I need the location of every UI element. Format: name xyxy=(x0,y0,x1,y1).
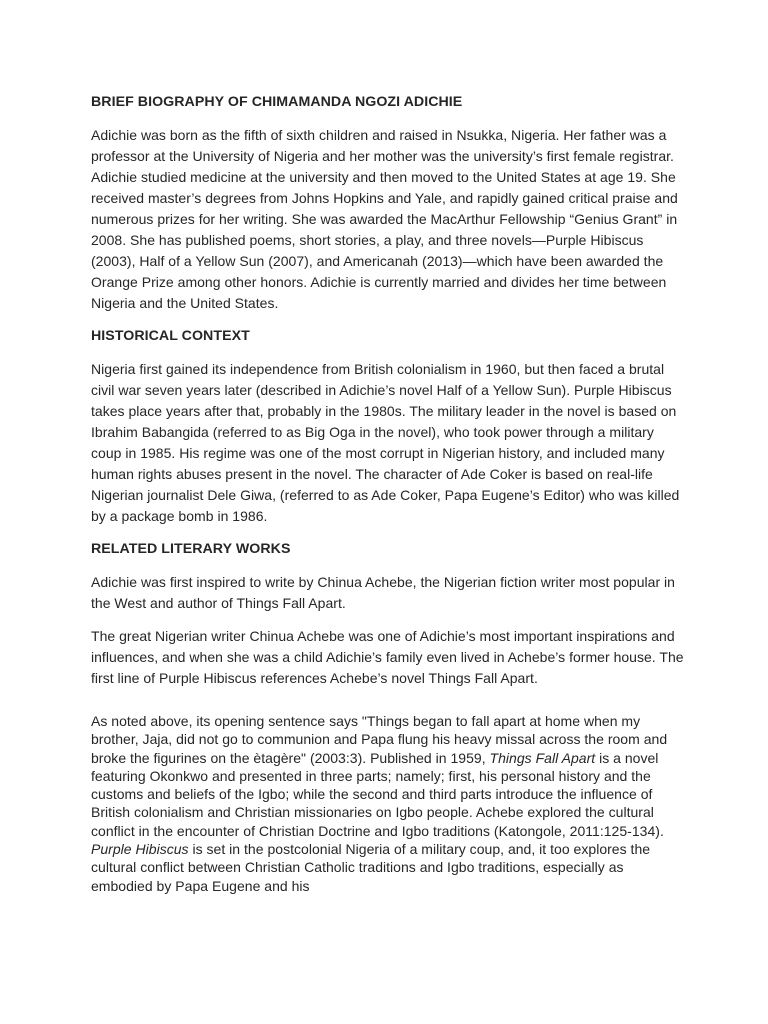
text-run: is a novel featuring Okonkwo and presented in three parts; namely; first, his personal history and the customs and beliefs of the Igbo; while the second and third parts introduce the influence of British colonialism and Christian missionaries on Igbo people. Achebe explored the cultural conflict in the encounter of Christian Doctrine and Igbo traditions (Katongole, 2011:125-134). xyxy=(91,749,664,839)
paragraph-biography: Adichie was born as the fifth of sixth children and raised in Nsukka, Nigeria. Her father was a professor at the University of Nigeria and her mother was the university’s first female registrar. Adichie studied medicine at the university and then moved to the United States at age 19. She received master’s degrees from Johns Hopkins and Yale, and rapidly gained critical praise and numerous prizes for her writing. She was awarded the MacArthur Fellowship “Genius Grant” in 2008. She has published poems, short stories, a play, and three novels—Purple Hibiscus (2003), Half of a Yellow Sun (2007), and Americanah (2013)—which have been awarded the Orange Prize among other honors. Adichie is currently married and divides her time between Nigeria and the United States. xyxy=(91,127,678,311)
text-run: is set in the postcolonial Nigeria of a military coup, and, it too explores the cultural conflict between Christian Catholic traditions and Igbo traditions, especially as embodied by Papa Eugene and his xyxy=(91,841,651,894)
book-title-purple-hibiscus: Purple Hibiscus xyxy=(91,841,189,858)
paragraph-opening-sentence xyxy=(91,712,686,895)
paragraph-related-1: Adichie was first inspired to write by Chinua Achebe, the Nigerian fiction writer most popular in the West and author of Things Fall Apart. xyxy=(91,574,675,611)
heading-historical-context: HISTORICAL CONTEXT xyxy=(91,328,250,344)
spacer xyxy=(91,701,686,712)
paragraph-historical-context: Nigeria first gained its independence from British colonialism in 1960, but then faced a brutal civil war seven years later (described in Adichie’s novel Half of a Yellow Sun). Purple Hibiscus takes place years after that, probably in the 1980s. The military leader in the novel is based on Ibrahim Babangida (referred to as Big Oga in the novel), who took power through a military coup in 1985. His regime was one of the most corrupt in Nigerian history, and included many human rights abuses present in the novel. The character of Ade Coker is based on real-life Nigerian journalist Dele Giwa, (referred to as Ade Coker, Papa Eugene’s Editor) who was killed by a package bomb in 1986. xyxy=(91,361,680,524)
book-title-things-fall-apart: Things Fall Apart xyxy=(489,749,596,766)
heading-biography: BRIEF BIOGRAPHY OF CHIMAMANDA NGOZI ADICHIE xyxy=(91,94,463,110)
paragraph-related-2: The great Nigerian writer Chinua Achebe was one of Adichie’s most important inspirations and influences, and when she was a child Adichie’s family even lived in Achebe’s former house. The first line of Purple Hibiscus references Achebe’s novel Things Fall Apart. xyxy=(91,628,684,686)
heading-related-works: RELATED LITERARY WORKS xyxy=(91,541,291,557)
text-run: As noted above, its opening sentence says "Things began to fall apart at home when my brother, Jaja, did not go to communion and Papa flung his heavy missal across the room and broke the figurines on the ètagère" (2003:3). Published in 1959, xyxy=(91,713,668,766)
document-body xyxy=(91,92,686,895)
